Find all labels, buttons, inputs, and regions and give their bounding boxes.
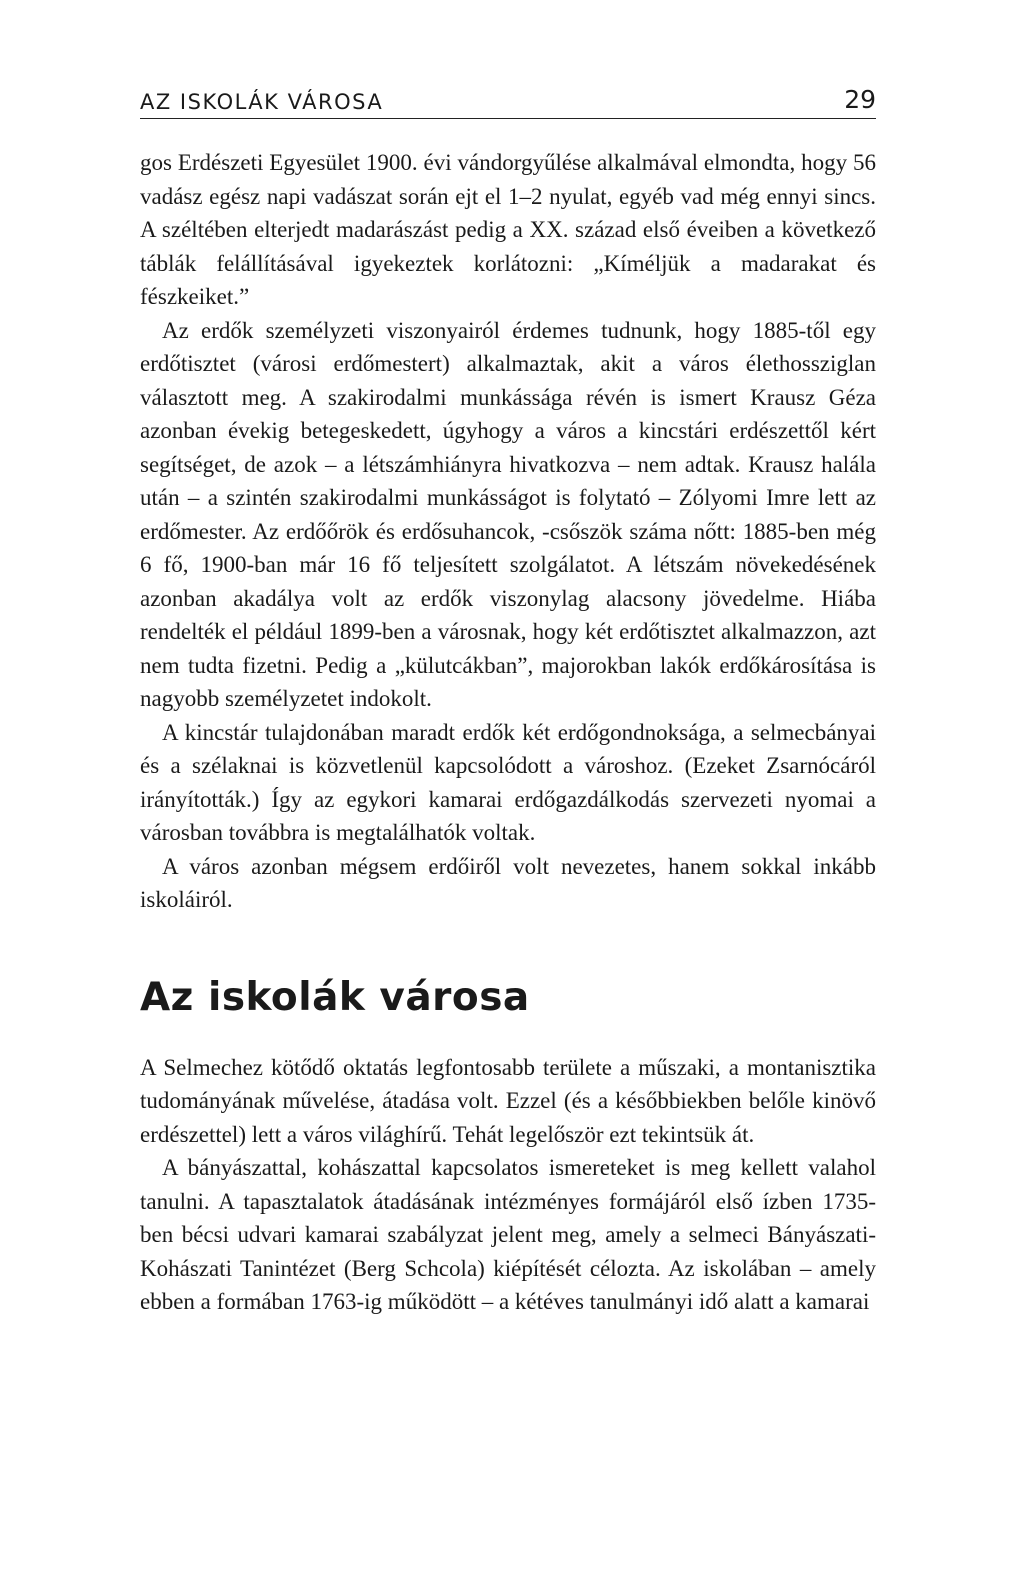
paragraph: Az erdők személyzeti viszonyairól érdemes tudnunk, hogy 1885-től egy erdőtisztet (városi erdőmestert) alkalmaztak, akit a város élethossziglan választott meg. A szakirodalmi munkássága révén is ismert Krausz Géza azonban évekig betegeskedett, úgyhogy a város a kincstári erdészettől kért segítséget, de azok – a létszámhiányra hivatkozva – nem adtak. Krausz halála után – a szintén szakirodalmi munkásságot is folytató – Zólyomi Imre lett az erdőmester. Az erdőőrök és erdősuhancok, -csőszök száma nőtt: 1885-ben még 6 fő, 1900-ban már 16 fő teljesített szolgálatot. A létszám növekedésének azonban akadálya volt az erdők viszonylag alacsony jövedelme. Hiába rendelték el például 1899-ben a városnak, hogy két erdőtisztet alkalmazzon, azt nem tudta fizetni. Pedig a „külutcákban”, majorokban lakók erdőkárosítása is nagyobb személyzetet indokolt. xyxy=(140,317,876,711)
paragraph: A város azonban mégsem erdőiről volt nevezetes, hanem sokkal inkább iskoláiról. xyxy=(140,853,876,912)
body-text xyxy=(140,146,876,1319)
running-header xyxy=(140,78,876,114)
paragraph: A kincstár tulajdonában maradt erdők két erdőgondnoksága, a selmecbányai és a szélaknai is közvetlenül kapcsolódott a városhoz. (Ezeket Zsarnócáról irányították.) Így az egykori kamarai erdőgazdálkodás szervezeti nyomai a városban továbbra is megtalálhatók voltak. xyxy=(140,719,876,845)
paragraph: gos Erdészeti Egyesület 1900. évi vándorgyűlése alkalmával elmondta, hogy 56 vadász egész napi vadászat során ejt el 1–2 nyulat, egyéb vad még ennyi sincs. A széltében elterjedt madarászást pedig a XX. század első éveiben a következő táblák felállításával igyekeztek korlátozni: „Kíméljük a madarakat és fészkeiket.” xyxy=(140,150,876,309)
section-title: Az iskolák városa xyxy=(140,974,530,1020)
page-number: 29 xyxy=(844,85,876,114)
paragraph: A bányászattal, kohászattal kapcsolatos ismereteket is meg kellett valahol tanulni. A tapasztalatok átadásának intézményes formájáról első ízben 1735-ben bécsi udvari kamarai szabályzat jelent meg, amely a selmeci Bányászati-Kohászati Tanintézet (Berg Schcola) kiépítését célozta. Az iskolában – amely ebben a formában 1763-ig működött – a kétéves tanulmányi idő alatt a kamarai xyxy=(140,1155,876,1314)
running-title: AZ ISKOLÁK VÁROSA xyxy=(140,90,384,114)
book-page xyxy=(140,78,876,1319)
paragraph: A Selmechez kötődő oktatás legfontosabb területe a műszaki, a montanisztika tudományának művelése, átadása volt. Ezzel (és a későbbiekben belőle kinövő erdészettel) lett a város világhírű. Tehát legelőször ezt tekintsük át. xyxy=(140,1054,876,1147)
header-rule xyxy=(140,118,876,119)
